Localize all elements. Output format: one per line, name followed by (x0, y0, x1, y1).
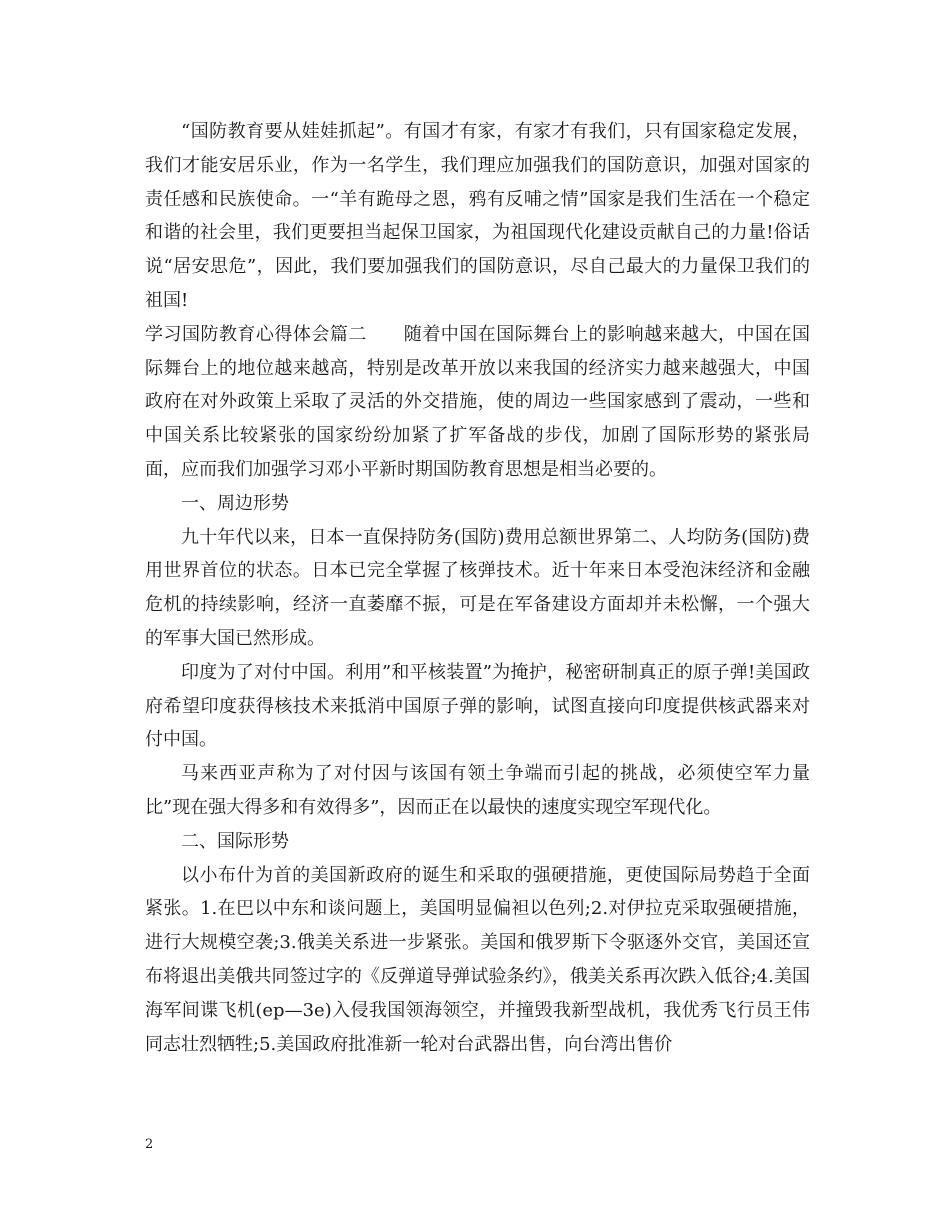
document-body (145, 115, 810, 1061)
paragraph-india: 印度为了对付中国。利用”和平核装置”为掩护，秘密研制真正的原子弹!美国政府希望印度获得核技术来抵消中国原子弹的影响，试图直接向印度提供核武器来对付中国。 (145, 661, 810, 751)
section-heading-surroundings: 一、周边形势 (181, 492, 289, 514)
page-number: 2 (145, 1137, 154, 1152)
section-heading-international: 二、国际形势 (181, 830, 289, 852)
paragraph-part-two-heading: 学习国防教育心得体会篇二 随着中国在国际舞台上的影响越来越大，中国在国际舞台上的地位越来越高，特别是改革开放以来我国的经济实力越来越强大，中国政府在对外政策上采取了灵活的外交措施，使的周边一些国家感到了震动，一些和中国关系比较紧张的国家纷纷加紧了扩军备战的步伐，加剧了国际形势的紧张局面，应而我们加强学习邓小平新时期国防教育思想是相当必要的。 (145, 323, 810, 480)
paragraph-intro: “国防教育要从娃娃抓起”。有国才有家，有家才有我们，只有国家稳定发展，我们才能安居乐业，作为一名学生，我们理应加强我们的国防意识，加强对国家的责任感和民族使命。一“羊有跪母之恩，鸦有反哺之情”国家是我们生活在一个稳定和谐的社会里，我们更要担当起保卫国家，为祖国现代化建设贡献自己的力量!俗话说“居安思危”，因此，我们要加强我们的国防意识，尽自己最大的力量保卫我们的祖国! (145, 121, 810, 311)
paragraph-japan: 九十年代以来，日本一直保持防务(国防)费用总额世界第二、人均防务(国防)费用世界首位的状态。日本已完全掌握了核弹技术。近十年来日本受泡沫经济和金融危机的持续影响，经济一直萎靡不振，可是在军备建设方面却并未松懈，一个强大的军事大国已然形成。 (145, 526, 810, 649)
paragraph-international: 以小布什为首的美国新政府的诞生和采取的强硬措施，更使国际局势趋于全面紧张。1.在巴以中东和谈问题上，美国明显偏袒以色列;2.对伊拉克采取强硬措施，进行大规模空袭;3.俄美关系进一步紧张。美国和俄罗斯下令驱逐外交官，美国还宣布将退出美俄共同签过字的《反弹道导弹试验条约》，俄美关系再次跌入低谷;4.美国海军间谍飞机(ep—3e)入侵我国领海领空，并撞毁我新型战机，我优秀飞行员王伟同志壮烈牺牲;5.美国政府批准新一轮对台武器出售，向台湾出售价 (145, 864, 811, 1055)
paragraph-malaysia: 马来西亚声称为了对付因与该国有领土争端而引起的挑战，必须使空军力量比”现在强大得多和有效得多”，因而正在以最快的速度实现空军现代化。 (145, 763, 810, 818)
